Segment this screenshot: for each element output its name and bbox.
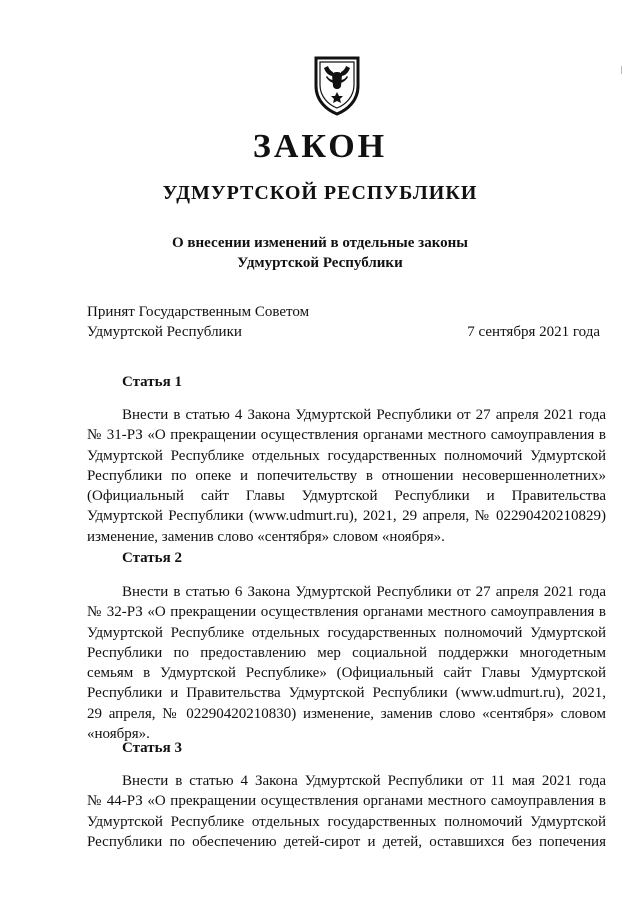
adoption-statement <box>87 302 309 342</box>
article-3-line: № 44-РЗ «О прекращении осуществления органами местного самоуправления в <box>87 793 606 810</box>
article-2-line: Республики и Правительства Удмуртской Республики (www.udmurt.ru), 2021, <box>87 685 606 702</box>
adoption-line-2: Удмуртской Республики <box>87 324 242 340</box>
article-2-heading: Статья 2 <box>122 550 182 566</box>
article-2-line: Удмуртской Республике отдельных государственных полномочий Удмуртской <box>87 624 606 641</box>
article-2-line: Республики по предоставлению мер социальной поддержки многодетным <box>87 644 606 661</box>
article-2-line: «ноября». <box>87 726 150 743</box>
article-1-line: Внести в статью 4 Закона Удмуртской Республики от 27 апреля 2021 года <box>122 407 606 423</box>
article-3-line: Внести в статью 4 Закона Удмуртской Республики от 11 мая 2021 года <box>122 773 606 789</box>
article-1-line: Республики по опеке и попечительству в отношении несовершеннолетних» <box>87 467 606 484</box>
adoption-line-1: Принят Государственным Советом <box>87 304 310 320</box>
law-name <box>0 233 640 273</box>
article-3-body <box>87 771 606 852</box>
article-1-heading: Статья 1 <box>122 374 182 390</box>
law-name-line-1: О внесении изменений в отдельные законы <box>172 235 468 251</box>
article-3-line: Удмуртской Республике отдельных государственных полномочий Удмуртской <box>87 813 606 830</box>
article-2-line: № 32-РЗ «О прекращении осуществления органами местного самоуправления в <box>87 604 606 621</box>
article-2-body <box>87 582 606 744</box>
article-1-line: изменение, заменив слово «сентября» словом «ноября». <box>87 528 445 545</box>
article-3-line: Республики по обеспечению детей-сирот и детей, оставшихся без попечения <box>87 833 606 850</box>
document-title: ЗАКОН <box>252 128 388 165</box>
article-1-line: (Официальный сайт Главы Удмуртской Республики и Правительства <box>87 488 606 505</box>
coat-of-arms-emblem <box>312 56 362 116</box>
adoption-date: 7 сентября 2021 года <box>467 324 600 340</box>
article-2-line: Внести в статью 6 Закона Удмуртской Республики от 27 апреля 2021 года <box>122 584 606 600</box>
article-1-line: Удмуртской Республики (www.udmurt.ru), 2021, 29 апреля, № 02290420210829) <box>87 508 606 525</box>
document-subtitle: УДМУРТСКОЙ РЕСПУБЛИКИ <box>162 182 478 204</box>
article-2-line: 29 апреля, № 02290420210830) изменение, заменив слово «сентября» словом <box>87 705 606 722</box>
article-3-heading: Статья 3 <box>122 740 182 756</box>
margin-mark <box>621 66 622 74</box>
article-1-line: № 31-РЗ «О прекращении осуществления органами местного самоуправления в <box>87 427 606 444</box>
law-name-line-2: Удмуртской Республики <box>237 255 403 271</box>
article-1-line: Удмуртской Республике отдельных государственных полномочий Удмуртской <box>87 447 606 464</box>
article-2-line: семьям в Удмуртской Республике» (Официальный сайт Главы Удмуртской <box>87 665 606 682</box>
article-1-body <box>87 405 606 547</box>
